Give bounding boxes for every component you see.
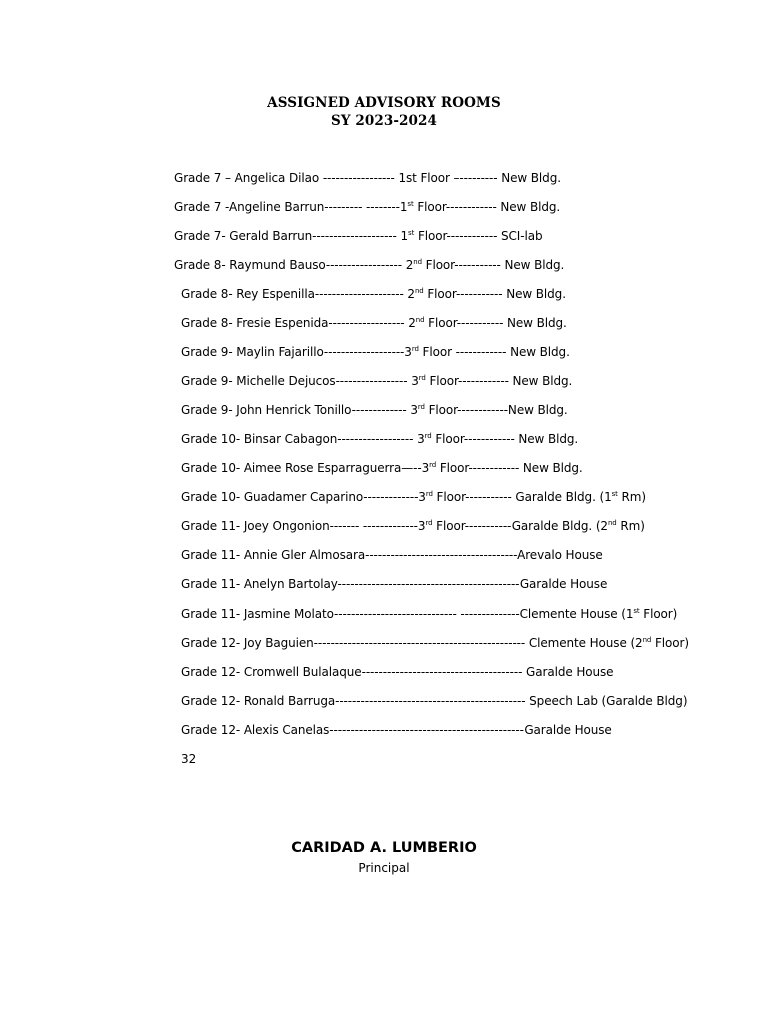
ordinal-suffix: st xyxy=(408,229,415,237)
assignment-text: Rm) xyxy=(617,490,646,504)
total-count: 32 xyxy=(181,752,197,766)
ordinal-suffix: rd xyxy=(417,403,425,411)
ordinal-suffix: rd xyxy=(425,519,433,527)
assignment-text: Grade 11- Jasmine Molato----------------------------- --------------Clemente House (1 xyxy=(181,607,634,621)
assignment-text: Grade 11- Anelyn Bartolay-------------------------------------------Garalde House xyxy=(181,577,608,591)
assignment-text: Floor----------- New Bldg. xyxy=(423,287,566,301)
assignment-text: Floor----------- New Bldg. xyxy=(424,316,567,330)
assignment-text: Grade 11- Joey Ongonion------- -------------3 xyxy=(181,519,426,533)
assignment-text: Floor----------- Garalde Bldg. (1 xyxy=(432,490,612,504)
ordinal-suffix: rd xyxy=(429,461,437,469)
ordinal-suffix: nd xyxy=(642,636,652,644)
assignment-text: Grade 12- Cromwell Bulalaque-------------------------------------- Garalde House xyxy=(181,665,614,679)
school-year: SY 2023-2024 xyxy=(330,113,438,129)
ordinal-suffix: rd xyxy=(425,490,433,498)
assignment-text: Grade 8- Raymund Bauso------------------ 2 xyxy=(174,258,414,272)
assignment-row xyxy=(181,287,566,301)
assignment-row xyxy=(181,345,570,359)
assignment-text: Floor----------- New Bldg. xyxy=(421,258,565,272)
assignment-text: Grade 10- Guadamer Caparino-------------3 xyxy=(181,490,426,504)
assignment-text: Floor------------New Bldg. xyxy=(424,403,568,417)
assignment-text: Grade 11- Annie Gler Almosara------------------------------------Arevalo House xyxy=(181,548,603,562)
assignment-text: Floor------------ New Bldg. xyxy=(425,374,573,388)
assignment-text: Floor------------ New Bldg. xyxy=(436,461,583,475)
assignment-row xyxy=(181,548,603,562)
ordinal-suffix: st xyxy=(633,607,640,615)
assignment-text: Floor------------ New Bldg. xyxy=(431,432,579,446)
ordinal-suffix: nd xyxy=(415,316,425,324)
assignment-row xyxy=(181,519,645,533)
assignment-text: Floor------------ New Bldg. xyxy=(413,200,561,214)
assignment-row xyxy=(174,171,561,185)
assignment-text: Floor) xyxy=(639,607,678,621)
assignment-row xyxy=(181,461,583,475)
assignment-row xyxy=(181,636,689,650)
assignment-text: Floor------------ SCI-lab xyxy=(414,229,543,243)
assignment-text: Grade 9- Michelle Dejucos----------------- 3 xyxy=(181,374,419,388)
assignment-text: Grade 12- Alexis Canelas----------------------------------------------Garalde House xyxy=(181,723,612,737)
ordinal-suffix: rd xyxy=(411,345,419,353)
ordinal-suffix: nd xyxy=(413,258,422,266)
assignment-text: Grade 12- Joy Baguien-------------------------------------------------- Clemente House (2 xyxy=(181,636,643,650)
assignment-text: Grade 7 -Angeline Barrun--------- --------1 xyxy=(174,200,408,214)
assignment-row xyxy=(181,316,567,330)
ordinal-suffix: st xyxy=(611,490,618,498)
assignment-row xyxy=(181,577,607,591)
assignment-row xyxy=(181,723,612,737)
assignment-text: Grade 10- Aimee Rose Esparraguerra—--3 xyxy=(181,461,430,475)
assignment-row xyxy=(181,374,572,388)
assignment-text: Floor) xyxy=(651,636,689,650)
assignment-row xyxy=(181,432,578,446)
ordinal-suffix: st xyxy=(407,200,414,208)
assignment-row xyxy=(181,607,677,621)
ordinal-suffix: nd xyxy=(414,287,424,295)
assignment-text: Grade 10- Binsar Cabagon------------------ 3 xyxy=(181,432,425,446)
assignment-row xyxy=(174,200,560,214)
assignment-text: Grade 8- Fresie Espenida------------------ 2 xyxy=(181,316,416,330)
document-title: ASSIGNED ADVISORY ROOMS xyxy=(267,95,501,111)
assignment-text: Grade 9- Maylin Fajarillo-------------------3 xyxy=(181,345,412,359)
assignment-row xyxy=(181,403,568,417)
assignment-text: Rm) xyxy=(616,519,645,533)
assignment-text: Grade 8- Rey Espenilla--------------------- 2 xyxy=(181,287,415,301)
assignment-row xyxy=(181,490,646,504)
signatory-name: CARIDAD A. LUMBERIO xyxy=(291,840,477,856)
assignment-text: Grade 9- John Henrick Tonillo------------- 3 xyxy=(181,403,418,417)
signatory-position: Principal xyxy=(358,861,410,875)
assignment-text: Grade 12- Ronald Barruga--------------------------------------------- Speech Lab (Garalde Bldg) xyxy=(181,694,688,708)
assignment-text: Floor ------------ New Bldg. xyxy=(418,345,570,359)
assignment-row xyxy=(174,258,564,272)
ordinal-suffix: rd xyxy=(418,374,426,382)
ordinal-suffix: nd xyxy=(607,519,617,527)
assignment-row xyxy=(181,694,687,708)
assignment-text: Grade 7- Gerald Barrun-------------------- 1 xyxy=(174,229,409,243)
assignment-text: Floor-----------Garalde Bldg. (2 xyxy=(432,519,608,533)
assignment-row xyxy=(181,665,613,679)
assignment-row xyxy=(174,229,542,243)
assignment-text: Grade 7 – Angelica Dilao ----------------- 1st Floor –--------- New Bldg. xyxy=(174,171,561,185)
ordinal-suffix: rd xyxy=(424,432,432,440)
